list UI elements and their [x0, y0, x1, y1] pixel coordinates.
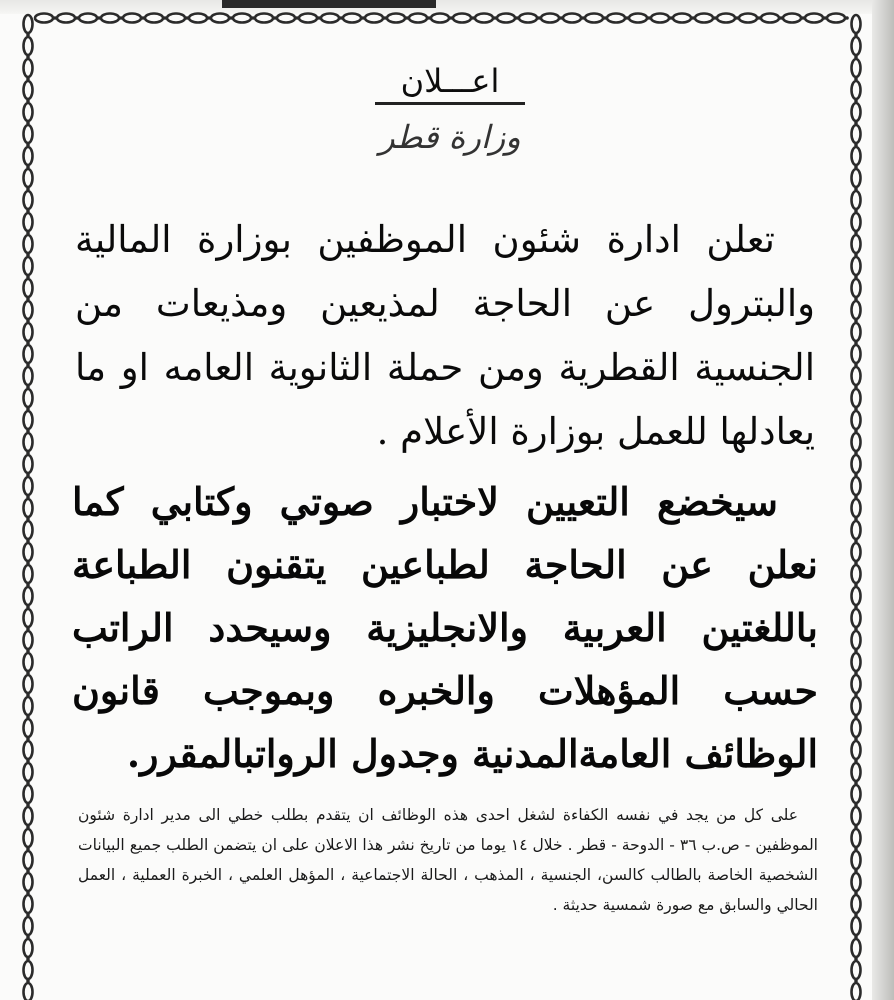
chain-link	[277, 14, 295, 23]
chain-link	[321, 14, 339, 23]
chain-link	[24, 543, 33, 561]
chain-link	[852, 125, 861, 143]
chain-link	[24, 697, 33, 715]
chain-link	[852, 81, 861, 99]
chain-link	[431, 14, 449, 23]
chain-link	[343, 14, 361, 23]
chain-link	[852, 719, 861, 737]
chain-link	[24, 499, 33, 517]
chain-link	[24, 411, 33, 429]
chain-link	[852, 411, 861, 429]
chain-link	[852, 873, 861, 891]
paragraph-1-text: تعلن ادارة شئون الموظفين بوزارة المالية والبترول عن الحاجة لمذيعين ومذيعات من الجنسية القطرية ومن حملة الثانوية العامه او ما يعادلها للعمل بوزارة الأعلام .	[75, 218, 815, 453]
chain-link	[852, 59, 861, 77]
chain-link	[387, 14, 405, 23]
chain-link	[852, 895, 861, 913]
chain-link	[852, 609, 861, 627]
chain-link	[852, 455, 861, 473]
chain-link	[852, 367, 861, 385]
chain-link	[852, 565, 861, 583]
chain-link	[852, 543, 861, 561]
chain-link	[189, 14, 207, 23]
chain-link	[24, 477, 33, 495]
chain-link	[24, 433, 33, 451]
chain-link	[24, 983, 33, 1000]
chain-link	[167, 14, 185, 23]
chain-link	[852, 939, 861, 957]
chain-link	[519, 14, 537, 23]
chain-link	[145, 14, 163, 23]
chain-link	[852, 323, 861, 341]
chain-link	[24, 301, 33, 319]
chain-link	[852, 499, 861, 517]
chain-link	[299, 14, 317, 23]
chain-link	[852, 675, 861, 693]
chain-bead	[845, 16, 849, 20]
chain-link	[24, 565, 33, 583]
chain-link	[852, 983, 861, 1000]
chain-link	[24, 103, 33, 121]
chain-link	[695, 14, 713, 23]
chain-link	[497, 14, 515, 23]
chain-link	[852, 961, 861, 979]
chain-link	[24, 191, 33, 209]
chain-link	[852, 829, 861, 847]
chain-link	[24, 15, 33, 33]
chain-link	[255, 14, 273, 23]
chain-link	[852, 785, 861, 803]
chain-link	[852, 389, 861, 407]
chain-link	[24, 895, 33, 913]
chain-link	[852, 235, 861, 253]
chain-link	[24, 741, 33, 759]
chain-link	[852, 433, 861, 451]
paragraph-2-text: سيخضع التعيين لاختبار صوتي وكتابي كما نعلن عن الحاجة لطباعين يتقنون الطباعة باللغتين العربية والانجليزية وسيحدد الراتب حسب المؤهلات والخبره وبموجب قانون الوظائف العامةالمدنية وجدول الرواتبالمقرر.	[72, 479, 818, 776]
chain-link	[852, 631, 861, 649]
announcement-heading: اعـــلان	[300, 62, 600, 105]
chain-link	[852, 103, 861, 121]
chain-link	[24, 323, 33, 341]
chain-link	[607, 14, 625, 23]
chain-link	[24, 389, 33, 407]
chain-link	[24, 345, 33, 363]
chain-link	[233, 14, 251, 23]
chain-link	[852, 213, 861, 231]
chain-link	[24, 719, 33, 737]
chain-link	[123, 14, 141, 23]
chain-link	[24, 917, 33, 935]
chain-link	[651, 14, 669, 23]
chain-link	[24, 213, 33, 231]
chain-link	[365, 14, 383, 23]
chain-link	[852, 763, 861, 781]
instructions-text: على كل من يجد في نفسه الكفاءة لشغل احدى هذه الوظائف ان يتقدم بطلب خطي الى مدير ادارة شئون الموظفين - ص.ب ٣٦ - الدوحة - قطر . خلال ١٤ يوما من تاريخ نشر هذا الاعلان على ان يتضمن الطلب جميع البيانات الشخصية الخاصة بالطالب كالسن، الجنسية ، المذهب ، الحالة الاجتماعية ، المؤهل العلمي ، الخبرة العملية ، العمل الحالي والسابق مع صورة شمسية حديثة .	[78, 806, 818, 914]
chain-link	[739, 14, 757, 23]
chain-link	[852, 257, 861, 275]
chain-link	[24, 37, 33, 55]
ministry-calligraphy-signature: وزارة قطر	[379, 118, 521, 156]
chain-link	[805, 14, 823, 23]
chain-link	[24, 59, 33, 77]
chain-link	[24, 587, 33, 605]
chain-link	[852, 807, 861, 825]
chain-link	[24, 235, 33, 253]
chain-link	[24, 279, 33, 297]
chain-link	[852, 741, 861, 759]
chain-link	[827, 14, 845, 23]
chain-link	[783, 14, 801, 23]
chain-link	[24, 367, 33, 385]
chain-link	[852, 521, 861, 539]
chain-link	[24, 675, 33, 693]
chain-link	[24, 455, 33, 473]
chain-link	[541, 14, 559, 23]
chain-link	[24, 169, 33, 187]
chain-link	[585, 14, 603, 23]
chain-link	[24, 829, 33, 847]
chain-link	[852, 697, 861, 715]
chain-link	[409, 14, 427, 23]
chain-link	[24, 521, 33, 539]
chain-link	[852, 917, 861, 935]
chain-link	[24, 961, 33, 979]
chain-link	[673, 14, 691, 23]
chain-link	[24, 763, 33, 781]
chain-link	[24, 785, 33, 803]
chain-link	[453, 14, 471, 23]
chain-link	[852, 147, 861, 165]
chain-link	[852, 301, 861, 319]
chain-link	[35, 14, 53, 23]
chain-link	[24, 257, 33, 275]
chain-link	[24, 609, 33, 627]
chain-link	[852, 345, 861, 363]
announcement-paragraph-1	[75, 208, 815, 464]
chain-link	[24, 851, 33, 869]
chain-link	[24, 873, 33, 891]
chain-link	[852, 477, 861, 495]
chain-link	[852, 279, 861, 297]
chain-link	[24, 125, 33, 143]
chain-link	[101, 14, 119, 23]
chain-link	[24, 631, 33, 649]
chain-link	[852, 587, 861, 605]
application-instructions	[78, 800, 818, 920]
chain-link	[563, 14, 581, 23]
chain-link	[852, 37, 861, 55]
chain-link	[717, 14, 735, 23]
chain-link	[211, 14, 229, 23]
chain-link	[852, 191, 861, 209]
chain-link	[852, 851, 861, 869]
chain-link	[852, 653, 861, 671]
chain-link	[79, 14, 97, 23]
announcement-paragraph-2	[72, 470, 818, 785]
chain-link	[629, 14, 647, 23]
chain-link	[24, 807, 33, 825]
chain-link	[475, 14, 493, 23]
chain-link	[761, 14, 779, 23]
chain-link	[24, 653, 33, 671]
chain-link	[24, 81, 33, 99]
chain-link	[24, 147, 33, 165]
chain-link	[57, 14, 75, 23]
chain-link	[24, 939, 33, 957]
chain-link	[852, 169, 861, 187]
chain-link	[852, 15, 861, 33]
